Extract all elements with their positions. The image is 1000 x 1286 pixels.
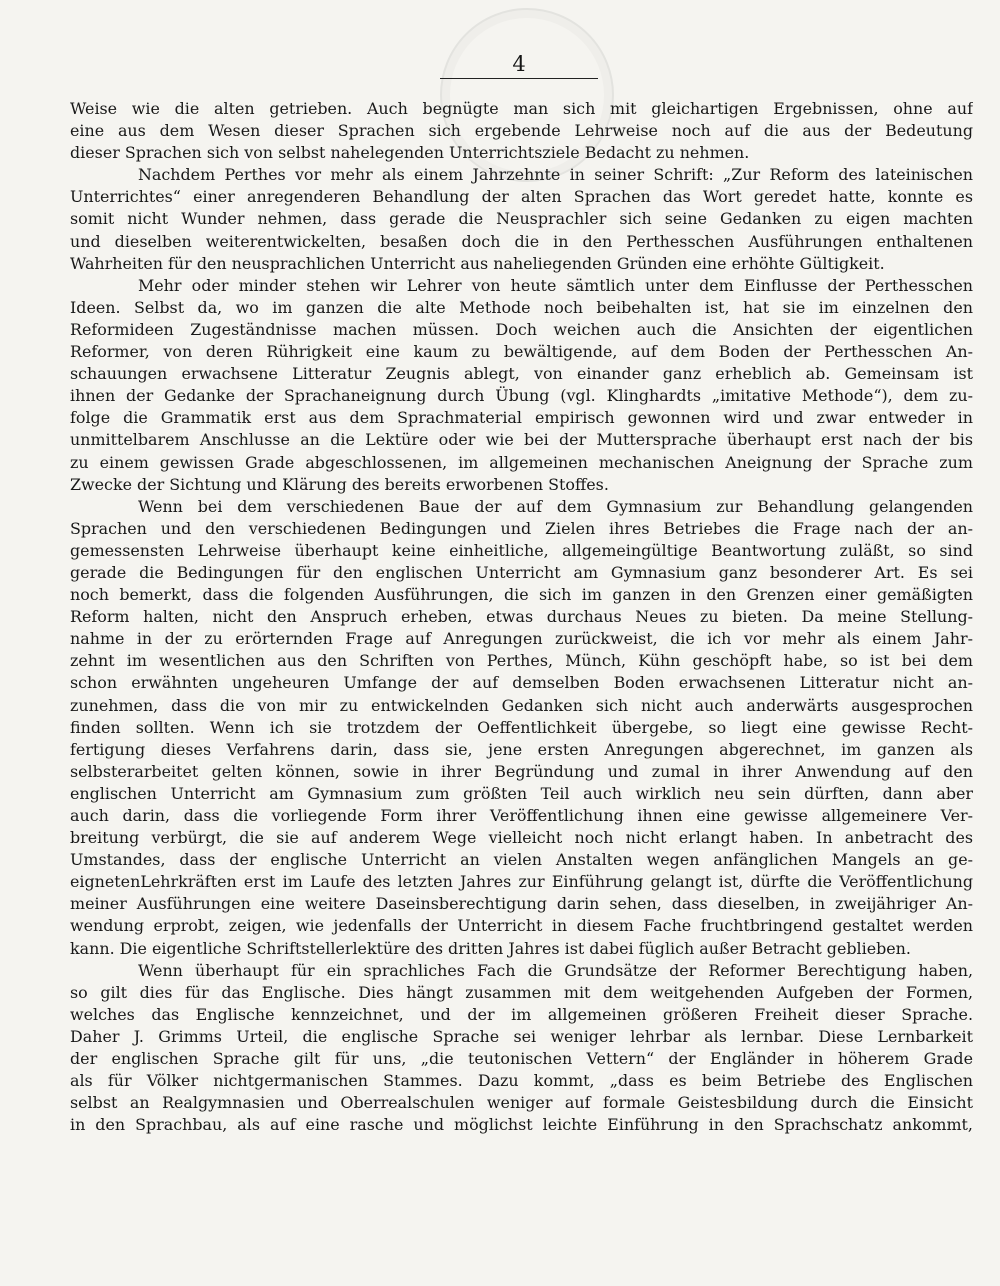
- text-line: ihnen der Gedanke der Sprachaneignung durch Übung (vgl. Klinghardts „imitative Methode“), dem zu-: [70, 386, 973, 406]
- text-line: noch bemerkt, dass die folgenden Ausführungen, die sich im ganzen in den Grenzen einer gemäßigten: [70, 585, 973, 605]
- text-line: gemessensten Lehrweise überhaupt keine einheitliche, allgemeingültige Beantwortung zuläßt, so sind: [70, 540, 973, 560]
- text-line: schon erwähnten ungeheuren Umfange der auf demselben Boden erwachsenen Litteratur nicht an-: [70, 673, 973, 693]
- text-line: wendung erprobt, zeigen, wie jedenfalls der Unterricht in diesem Fache fruchtbringend gestaltet werden: [70, 916, 973, 936]
- text-line: Reformideen Zugeständnisse machen müssen. Doch weichen auch die Ansichten der eigentlichen: [70, 319, 973, 339]
- text-line: meiner Ausführungen eine weitere Daseinsberechtigung darin sehen, dass dieselben, in zweijähriger An-: [70, 894, 973, 914]
- text-line: als für Völker nichtgermanischen Stammes. Dazu kommt, „dass es beim Betriebe des Englischen: [70, 1071, 973, 1091]
- text-line: somit nicht Wunder nehmen, dass gerade die Neusprachler sich seine Gedanken zu eigen machten: [70, 209, 973, 229]
- text-line: finden sollten. Wenn ich sie trotzdem der Oeffentlichkeit übergebe, so liegt eine gewisse Recht-: [70, 717, 973, 737]
- text-line: und dieselben weiterentwickelten, besaßen doch die in den Perthesschen Ausführungen enthaltenen: [70, 231, 973, 251]
- text-line: der englischen Sprache gilt für uns, „die teutonischen Vettern“ der Engländer in höherem Grade: [70, 1049, 973, 1069]
- text-line: Wenn bei dem verschiedenen Baue der auf dem Gymnasium zur Behandlung gelangenden: [138, 496, 973, 516]
- text-line: breitung verbürgt, die sie auf anderem Wege vielleicht noch nicht erlangt haben. In anbetracht des: [70, 828, 973, 848]
- text-line: Umstandes, dass der englische Unterricht an vielen Anstalten wegen anfänglichen Mangels an ge-: [70, 850, 973, 870]
- text-line: zu einem gewissen Grade abgeschlossenen, im allgemeinen mechanischen Aneignung der Sprache zum: [70, 452, 973, 472]
- text-line: selbst an Realgymnasien und Oberrealschulen weniger auf formale Geistesbildung durch die Einsicht: [70, 1093, 973, 1113]
- text-line: Zwecke der Sichtung und Klärung des bereits erworbenen Stoffes.: [70, 474, 609, 494]
- page-number: 4: [512, 52, 526, 76]
- text-line: Daher J. Grimms Urteil, die englische Sprache sei weniger lehrbar als lernbar. Diese Lernbarkeit: [70, 1026, 973, 1046]
- text-line: zehnt im wesentlichen aus den Schriften von Perthes, Münch, Kühn geschöpft habe, so ist bei dem: [70, 651, 973, 671]
- text-line: Reform halten, nicht den Anspruch erheben, etwas durchaus Neues zu bieten. Da meine Stellung-: [70, 607, 973, 627]
- text-line: kann. Die eigentliche Schriftstellerlektüre des dritten Jahres ist dabei füglich außer Betracht geblieben.: [70, 938, 911, 958]
- text-line: gerade die Bedingungen für den englischen Unterricht am Gymnasium ganz besonderer Art. Es sei: [70, 562, 973, 582]
- text-line: eignetenLehrkräften erst im Laufe des letzten Jahres zur Einführung gelangt ist, dürfte die Veröffentlichung: [70, 872, 973, 892]
- text-line: Weise wie die alten getrieben. Auch begnügte man sich mit gleichartigen Ergebnissen, ohne auf: [70, 99, 973, 118]
- text-line: folge die Grammatik erst aus dem Sprachmaterial empirisch gewonnen wird und zwar entweder in: [70, 408, 973, 428]
- text-line: englischen Unterricht am Gymnasium zum größten Teil auch wirklich neu sein dürften, dann aber: [70, 783, 973, 803]
- text-line: Mehr oder minder stehen wir Lehrer von heute sämtlich unter dem Einflusse der Perthesschen: [138, 275, 973, 295]
- text-line: auch darin, dass die vorliegende Form ihrer Veröffentlichung ihnen eine gewisse allgemeinere Ver-: [70, 806, 973, 825]
- text-line: nahme in der zu erörternden Frage auf Anregungen zurückweist, die ich vor mehr als einem Jahr-: [70, 629, 973, 649]
- text-line: Ideen. Selbst da, wo im ganzen die alte Methode noch beibehalten ist, hat sie im einzelnen den: [70, 297, 973, 317]
- text-line: selbsterarbeitet gelten können, sowie in ihrer Begründung und zumal in ihrer Anwendung auf den: [70, 761, 973, 781]
- text-line: in den Sprachbau, als auf eine rasche und möglichst leichte Einführung in den Sprachschatz ankommt,: [70, 1115, 973, 1135]
- text-line: fertigung dieses Verfahrens darin, dass sie, jene ersten Anregungen abgerechnet, im ganzen als: [70, 739, 973, 759]
- text-line: zunehmen, dass die von mir zu entwickelnden Gedanken sich nicht auch anderwärts ausgesprochen: [70, 695, 973, 715]
- text-line: Reformer, von deren Rührigkeit eine kaum zu bewältigende, auf dem Boden der Perthesschen An-: [70, 342, 973, 362]
- body-text: [70, 98, 973, 1136]
- text-line: Wenn überhaupt für ein sprachliches Fach die Grundsätze der Reformer Berechtigung haben,: [138, 960, 973, 980]
- text-line: welches das Englische kennzeichnet, und der im allgemeinen größeren Freiheit dieser Sprache.: [70, 1004, 973, 1024]
- text-line: Wahrheiten für den neusprachlichen Unterricht aus naheliegenden Gründen eine erhöhte Gültigkeit.: [70, 253, 885, 273]
- header-rule: [440, 78, 598, 79]
- text-line: dieser Sprachen sich von selbst nahelegenden Unterrichtsziele Bedacht zu nehmen.: [70, 143, 750, 163]
- text-line: so gilt dies für das Englische. Dies hängt zusammen mit dem weitgehenden Aufgeben der Formen,: [70, 982, 973, 1002]
- text-line: eine aus dem Wesen dieser Sprachen sich ergebende Lehrweise noch auf die aus der Bedeutung: [70, 121, 973, 141]
- page-header: [440, 52, 598, 76]
- text-line: Unterrichtes“ einer anregenderen Behandlung der alten Sprachen das Wort geredet hatte, konnte es: [70, 187, 973, 207]
- text-line: Sprachen und den verschiedenen Bedingungen und Zielen ihres Betriebes die Frage nach der an-: [70, 518, 973, 538]
- text-line: Nachdem Perthes vor mehr als einem Jahrzehnte in seiner Schrift: „Zur Reform des lateinischen: [138, 165, 973, 185]
- text-line: schauungen erwachsene Litteratur Zeugnis ablegt, von einander ganz erheblich ab. Gemeinsam ist: [70, 364, 973, 384]
- text-line: unmittelbarem Anschlusse an die Lektüre oder wie bei der Muttersprache überhaupt erst nach der bis: [70, 430, 973, 450]
